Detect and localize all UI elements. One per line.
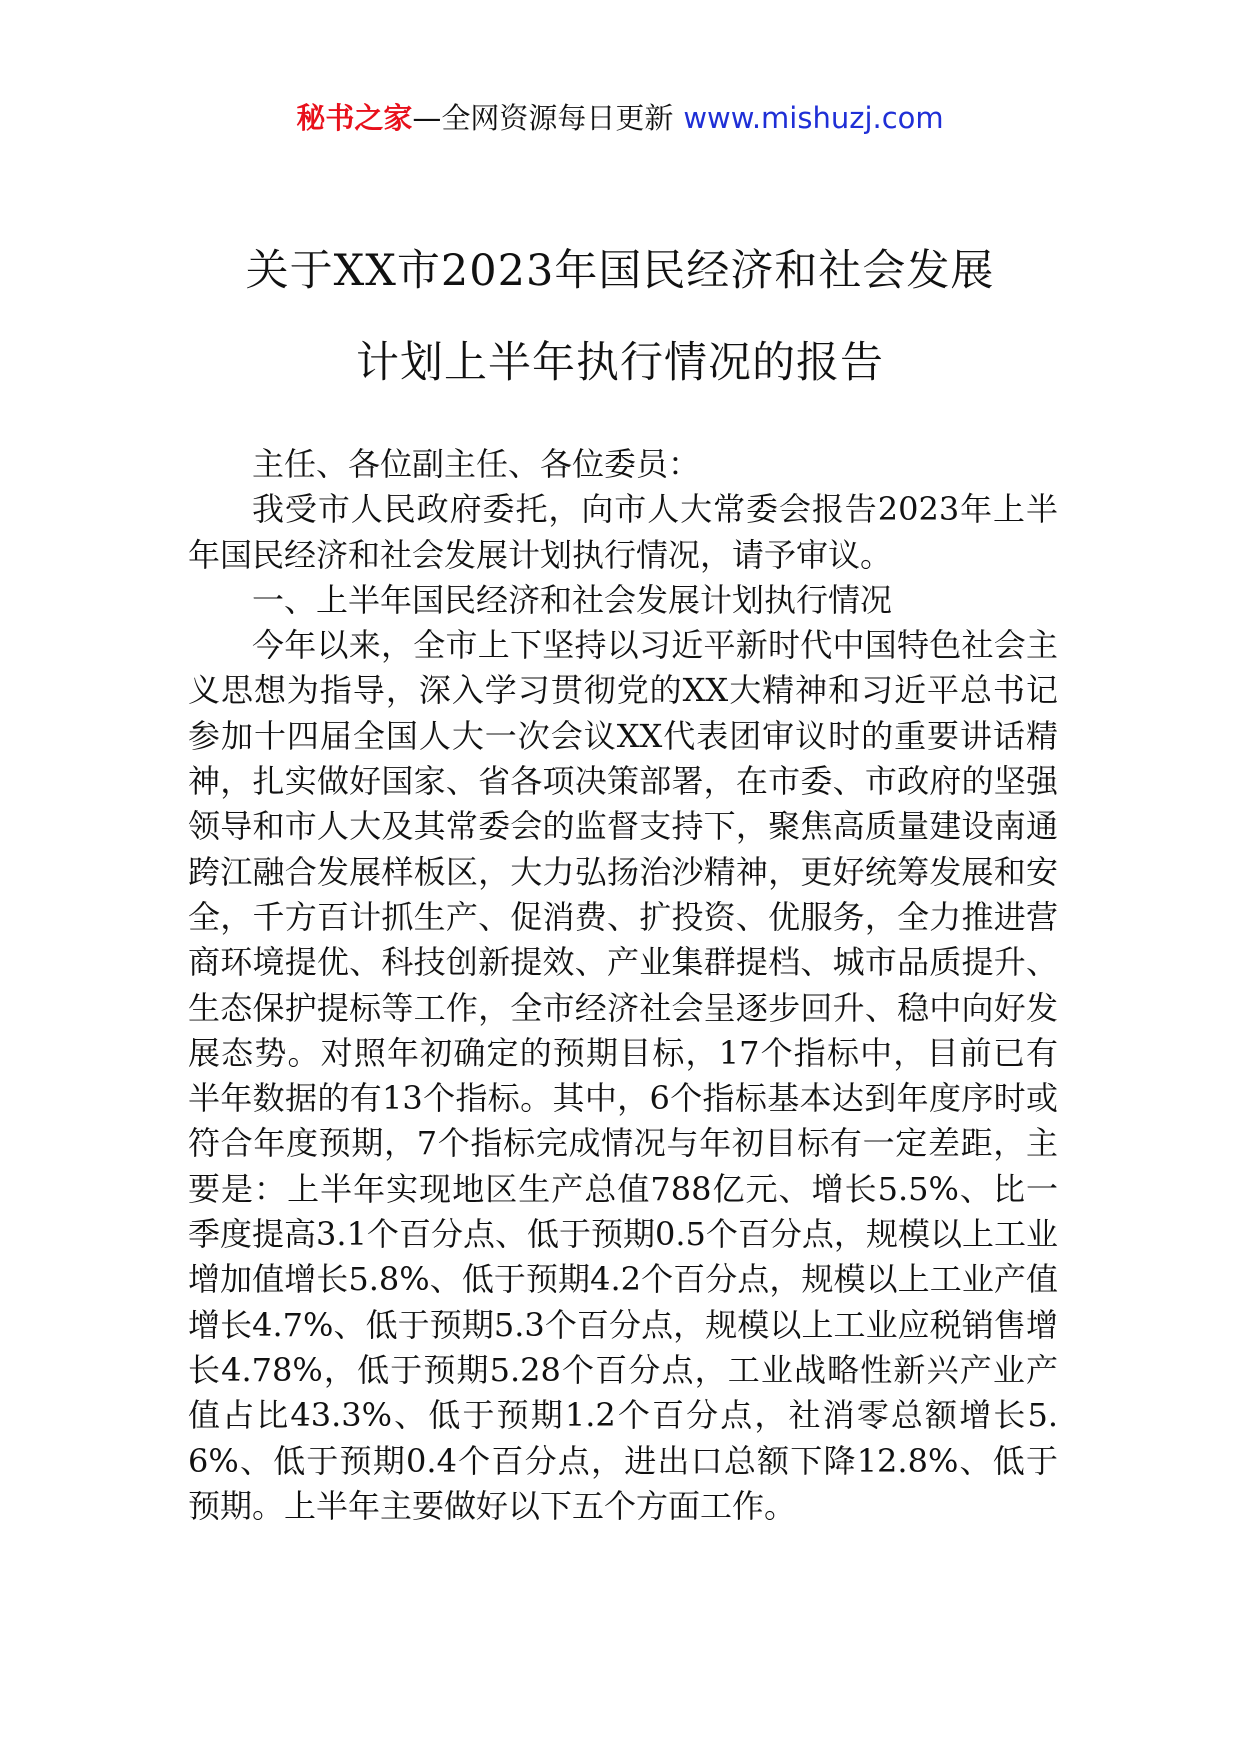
site-url-link[interactable]: www.mishuzj.com [683,101,944,135]
site-tagline: —全网资源每日更新 [412,101,674,135]
salutation-paragraph: 主任、各位副主任、各位委员： [252,445,701,483]
document-body [188,442,1058,1529]
section-heading-1: 一、上半年国民经济和社会发展计划执行情况 [252,580,893,619]
document-title [130,225,1110,409]
site-header-banner [0,98,1240,138]
document-title-line-1: 关于XX市2023年国民经济和社会发展 [245,246,995,296]
body-paragraph: 今年以来，全市上下坚持以习近平新时代中国特色社会主义思想为指导，深入学习贯彻党的XX大精神和习近平总书记参加十四届全国人大一次会议XX代表团审议时的重要讲话精神，扎实做好国家、省各项决策部署，在市委、市政府的坚强领导和市人大及其常委会的监督支持下，聚焦高质量建设南通跨江融合发展样板区，大力弘扬治沙精神，更好统筹发展和安全，千方百计抓生产、促消费、扩投资、优服务，全力推进营商环境提优、科技创新提效、产业集群提档、城市品质提升、生态保护提标等工作，全市经济社会呈逐步回升、稳中向好发展态势。对照年初确定的预期目标，17个指标中，目前已有半年数据的有13个指标。其中，6个指标基本达到年度序时或符合年度预期，7个指标完成情况与年初目标有一定差距，主要是：上半年实现地区生产总值788亿元、增长5.5%、比一季度提高3.1个百分点、低于预期0.5个百分点，规模以上工业增加值增长5.8%、低于预期4.2个百分点，规模以上工业产值增长4.7%、低于预期5.3个百分点，规模以上工业应税销售增长4.78%，低于预期5.28个百分点，工业战略性新兴产业产值占比43.3%、低于预期1.2个百分点，社消零总额增长5.6%、低于预期0.4个百分点，进出口总额下降12.8%、低于预期。上半年主要做好以下五个方面工作。 [188,626,1058,1525]
intro-paragraph: 我受市人民政府委托，向市人大常委会报告2023年上半年国民经济和社会发展计划执行情况，请予审议。 [188,490,1058,574]
site-brand-name: 秘书之家 [296,101,413,135]
document-title-line-2: 计划上半年执行情况的报告 [356,338,884,388]
